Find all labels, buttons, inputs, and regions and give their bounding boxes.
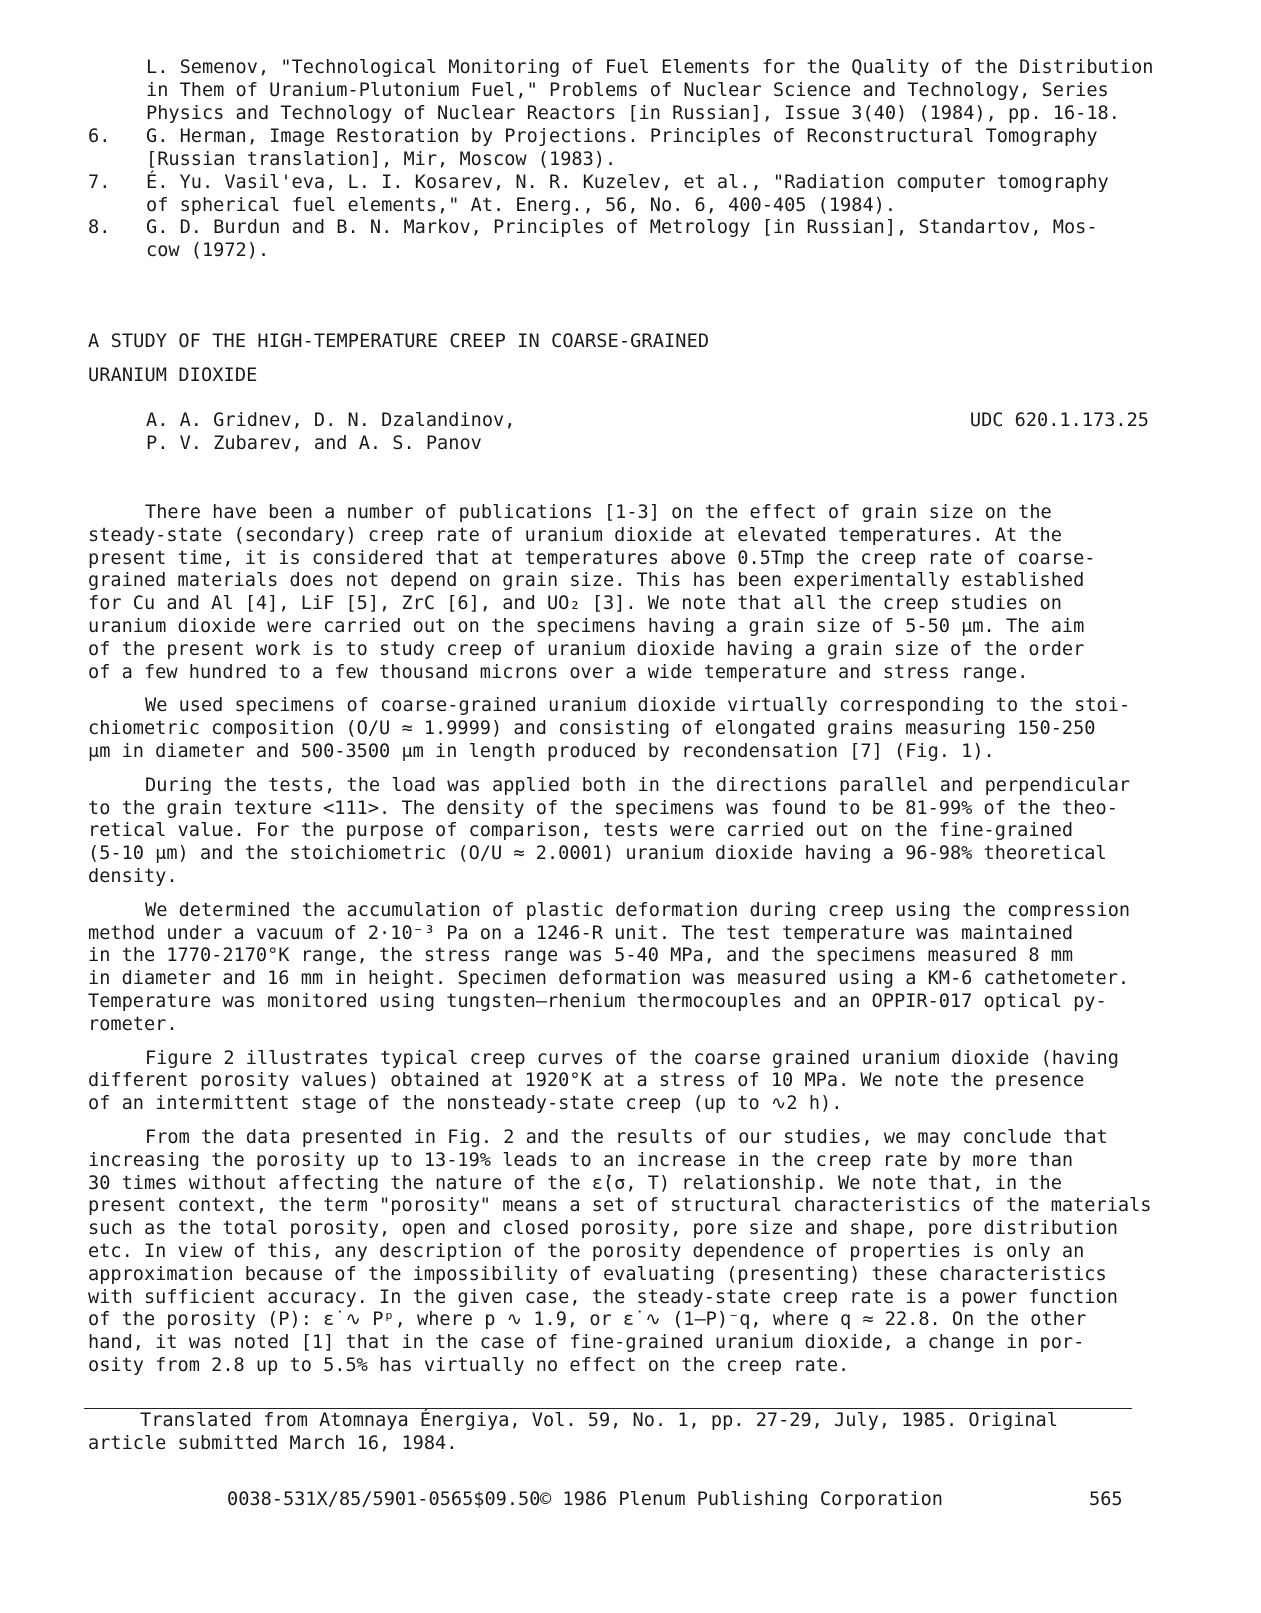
reference-item (88, 172, 1178, 218)
article-body (88, 502, 1178, 1389)
article-title-line-1: A STUDY OF THE HIGH-TEMPERATURE CREEP IN COARSE-GRAINED (88, 331, 710, 352)
reference-number: 6. (88, 126, 111, 147)
article-title-line-2: URANIUM DIOXIDE (88, 365, 258, 386)
reference-text: É. Yu. Vasil'eva, L. I. Kosarev, N. R. Kuzelev, et al., "Radiation computer tomography of spherical fuel elements," At. Energ., 56, No. 6, 400-405 (1984). (146, 172, 1109, 216)
article-code: 0038-531X/85/5901-0565$09.50 (227, 1489, 541, 1510)
body-paragraph: We determined the accumulation of plastic deformation during creep using the compression method under a vacuum of 2·10⁻³ Pa on a 1246-R unit. The test temperature was maintained in the 1770-2170°K range, the stress range was 5-40 MPa, and the specimens measured 8 mm in diameter and 16 mm in height. Specimen deformation was measured using a KM-6 cathetometer. Temperature was monitored using tungsten—rhenium thermocouples and an OPPIR-017 optical py- rometer. (88, 899, 1131, 1035)
body-paragraph: There have been a number of publications [1-3] on the effect of grain size on the steady-state (secondary) creep rate of uranium dioxide at elevated temperatures. At the present time, it is considered that at temperatures above 0.5Tmp the creep rate of coarse- grained materials does not depend on grain size. This has been experimentally established for Cu and Al [4], LiF [5], ZrC [6], and UO₂ [3]. We note that all the creep studies on uranium dioxide were carried out on the specimens having a grain size of 5-50 μm. The aim of the present work is to study creep of uranium dioxide having a grain size of the order of a few hundred to a few thousand microns over a wide temperature and stress range. (88, 502, 1096, 683)
udc-code: UDC 620.1.173.25 (969, 410, 1149, 431)
body-paragraph: We used specimens of coarse-grained uranium dioxide virtually corresponding to the stoi- chiometric composition (O/U ≈ 1.9999) and consisting of elongated grains measuring 150-250 μm in diameter and 500-3500 μm in length produced by recondensation [7] (Fig. 1). (88, 695, 1131, 762)
reference-text: G. D. Burdun and B. N. Markov, Principles of Metrology [in Russian], Standartov, Mos- cow (1972). (146, 217, 1098, 261)
page-number: 565 (1089, 1489, 1123, 1510)
body-paragraph: From the data presented in Fig. 2 and the results of our studies, we may conclude that increasing the porosity up to 13-19% leads to an increase in the creep rate by more than 30 times without affecting the nature of the ε̇(σ, T) relationship. We note that, in the present context, the term "porosity" means a set of structural characteristics of the materials such as the total porosity, open and closed porosity, pore size and shape, pore distribution etc. In view of this, any description of the porosity dependence of properties is only an approximation because of the impossibility of evaluating (presenting) these characteristics with sufficient accuracy. In the given case, the steady-state creep rate is a power function of the porosity (P): ε̇ ∿ Pᵖ, where p ∿ 1.9, or ε̇ ∿ (1—P)⁻q, where q ≈ 22.8. On the other hand, it was noted [1] that in the case of fine-grained uranium dioxide, a change in por- osity from 2.8 up to 5.5% has virtually no effect on the creep rate. (88, 1126, 1152, 1376)
reference-item (88, 57, 1178, 125)
reference-number: 8. (88, 217, 111, 238)
translation-footnote: Translated from Atomnaya Énergiya, Vol. 59, No. 1, pp. 27-29, July, 1985. Original article submitted March 16, 1984. (88, 1410, 1058, 1454)
reference-item (88, 217, 1178, 263)
body-paragraph: Figure 2 illustrates typical creep curves of the coarse grained uranium dioxide (having different porosity values) obtained at 1920°K at a stress of 10 MPa. We note the presence of an intermittent stage of the nonsteady-state creep (up to ∿2 h). (88, 1047, 1119, 1115)
footnote-divider (84, 1408, 1132, 1409)
body-paragraph: During the tests, the load was applied both in the directions parallel and perpendicular to the grain texture <111>. The density of the specimens was found to be 81-99% of the theo- retical value. For the purpose of comparison, tests were carried out on the fine-grained (5-10 μm) and the stoichiometric (O/U ≈ 2.0001) uranium dioxide having a 96-98% theoretical density. (88, 774, 1131, 887)
reference-text: G. Herman, Image Restoration by Projections. Principles of Reconstructural Tomography [Russian translation], Mir, Moscow (1983). (146, 126, 1098, 170)
copyright-notice: © 1986 Plenum Publishing Corporation (540, 1489, 943, 1510)
reference-item (88, 126, 1178, 172)
article-authors: A. A. Gridnev, D. N. Dzalandinov, P. V. Zubarev, and A. S. Panov (146, 410, 516, 454)
reference-number: 7. (88, 172, 111, 193)
reference-text: L. Semenov, "Technological Monitoring of Fuel Elements for the Quality of the Distribution in Them of Uranium-Plutonium Fuel," Problems of Nuclear Science and Technology, Series Physics and Technology of Nuclear Reactors [in Russian], Issue 3(40) (1984), pp. 16-18. (146, 57, 1154, 124)
